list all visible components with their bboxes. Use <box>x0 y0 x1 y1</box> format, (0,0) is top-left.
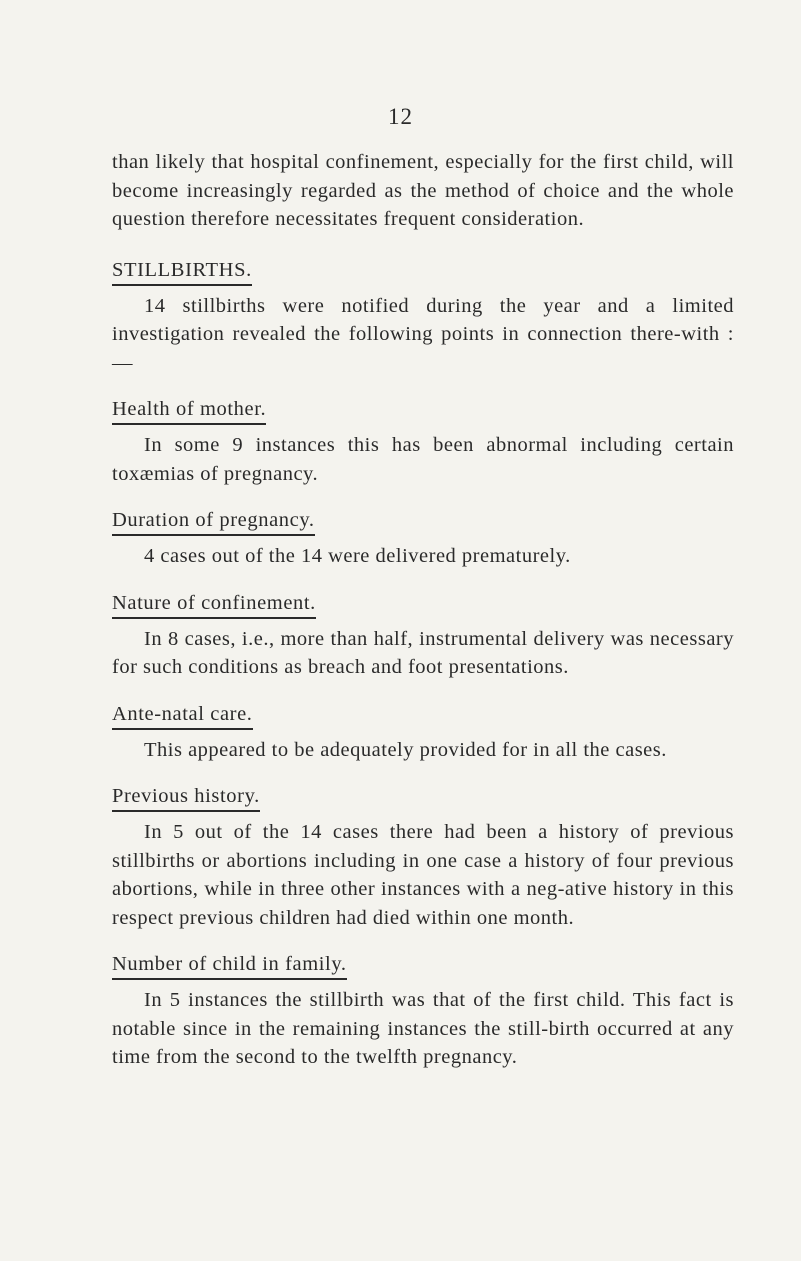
section-paragraph: In 8 cases, i.e., more than half, instrumental delivery was necessary for such conditions as breach and foot presentations. <box>112 627 734 678</box>
section-paragraph: In some 9 instances this has been abnormal including certain toxæmias of pregnancy. <box>112 434 734 485</box>
stillbirths-paragraph: 14 stillbirths were notified during the year and a limited investigation revealed the following points in connection there-with :— <box>112 294 734 374</box>
section-duration-of-pregnancy <box>112 506 734 571</box>
section-heading: Health of mother. <box>112 395 266 425</box>
section-number-of-child <box>112 950 734 1072</box>
section-ante-natal-care <box>112 700 734 765</box>
section-heading: Number of child in family. <box>112 950 347 980</box>
section-heading: Duration of pregnancy. <box>112 506 315 536</box>
section-heading: Nature of confinement. <box>112 589 316 619</box>
section-paragraph: In 5 out of the 14 cases there had been a history of previous stillbirths or abortions including in one case a history of four previous abortions, while in three other instances with a neg-ative history in this respect previous children had died within one month. <box>112 821 734 929</box>
page-body <box>112 148 734 1072</box>
page-number: 12 <box>388 104 413 129</box>
section-paragraph: This appeared to be adequately provided for in all the cases. <box>144 738 667 761</box>
section-health-of-mother <box>112 395 734 488</box>
intro-paragraph: than likely that hospital confinement, especially for the first child, will become increasingly regarded as the method of choice and the whole question therefore necessitates frequent consideration. <box>112 151 734 230</box>
section-nature-of-confinement <box>112 589 734 682</box>
stillbirths-section <box>112 256 734 378</box>
stillbirths-heading: STILLBIRTHS. <box>112 256 252 286</box>
section-heading: Previous history. <box>112 782 260 812</box>
section-previous-history <box>112 782 734 932</box>
section-heading: Ante-natal care. <box>112 700 253 730</box>
section-paragraph: In 5 instances the stillbirth was that of the first child. This fact is notable since in the remaining instances the still-birth occurred at any time from the second to the twelfth pregnancy. <box>112 989 734 1068</box>
section-paragraph: 4 cases out of the 14 were delivered prematurely. <box>144 545 571 567</box>
